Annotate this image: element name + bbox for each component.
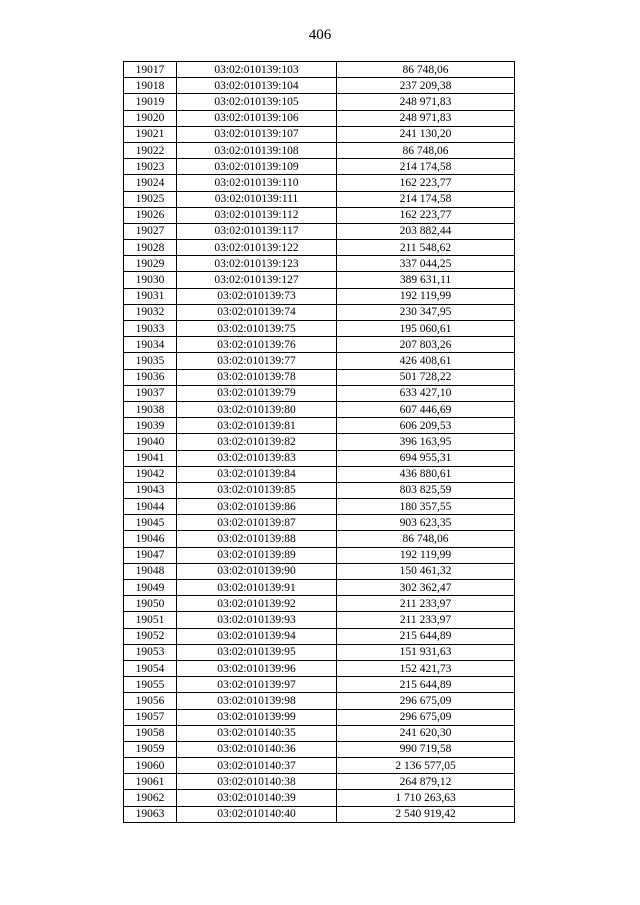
cadastral-value-cell: 389 631,11 <box>337 272 515 288</box>
table-row <box>124 126 515 142</box>
cadastral-value-cell: 296 675,09 <box>337 693 515 709</box>
table-row <box>124 321 515 337</box>
cadastral-number-cell: 03:02:010140:35 <box>177 725 337 741</box>
table-row <box>124 385 515 401</box>
table-row <box>124 466 515 482</box>
row-number-cell: 19060 <box>124 758 177 774</box>
row-number-cell: 19051 <box>124 612 177 628</box>
cadastral-value-cell: 501 728,22 <box>337 369 515 385</box>
cadastral-number-cell: 03:02:010139:86 <box>177 499 337 515</box>
cadastral-value-cell: 241 620,30 <box>337 725 515 741</box>
table-row <box>124 159 515 175</box>
row-number-cell: 19032 <box>124 304 177 320</box>
table-row <box>124 741 515 757</box>
row-number-cell: 19037 <box>124 385 177 401</box>
table-row <box>124 418 515 434</box>
cadastral-value-cell: 436 880,61 <box>337 466 515 482</box>
table-row <box>124 806 515 822</box>
cadastral-number-cell: 03:02:010139:74 <box>177 304 337 320</box>
cadastral-value-table <box>123 61 515 823</box>
cadastral-value-cell: 150 461,32 <box>337 563 515 579</box>
cadastral-value-cell: 337 044,25 <box>337 256 515 272</box>
row-number-cell: 19043 <box>124 482 177 498</box>
cadastral-number-cell: 03:02:010139:93 <box>177 612 337 628</box>
cadastral-number-cell: 03:02:010139:109 <box>177 159 337 175</box>
table-row <box>124 369 515 385</box>
cadastral-value-cell: 207 803,26 <box>337 337 515 353</box>
cadastral-number-cell: 03:02:010139:89 <box>177 547 337 563</box>
cadastral-value-cell: 607 446,69 <box>337 401 515 417</box>
cadastral-value-cell: 606 209,53 <box>337 418 515 434</box>
table-row <box>124 499 515 515</box>
cadastral-value-cell: 903 623,35 <box>337 515 515 531</box>
cadastral-number-cell: 03:02:010139:83 <box>177 450 337 466</box>
cadastral-number-cell: 03:02:010139:127 <box>177 272 337 288</box>
table-row <box>124 175 515 191</box>
cadastral-value-cell: 211 233,97 <box>337 612 515 628</box>
cadastral-value-cell: 211 233,97 <box>337 596 515 612</box>
cadastral-value-cell: 264 879,12 <box>337 774 515 790</box>
row-number-cell: 19038 <box>124 401 177 417</box>
cadastral-value-cell: 302 362,47 <box>337 580 515 596</box>
cadastral-value-cell: 86 748,06 <box>337 62 515 78</box>
row-number-cell: 19036 <box>124 369 177 385</box>
row-number-cell: 19024 <box>124 175 177 191</box>
row-number-cell: 19056 <box>124 693 177 709</box>
cadastral-value-cell: 86 748,06 <box>337 531 515 547</box>
cadastral-number-cell: 03:02:010139:111 <box>177 191 337 207</box>
row-number-cell: 19028 <box>124 240 177 256</box>
cadastral-number-cell: 03:02:010139:90 <box>177 563 337 579</box>
row-number-cell: 19031 <box>124 288 177 304</box>
table-row <box>124 709 515 725</box>
cadastral-number-cell: 03:02:010139:76 <box>177 337 337 353</box>
cadastral-value-cell: 203 882,44 <box>337 223 515 239</box>
cadastral-number-cell: 03:02:010139:73 <box>177 288 337 304</box>
cadastral-number-cell: 03:02:010140:38 <box>177 774 337 790</box>
table-row <box>124 256 515 272</box>
cadastral-number-cell: 03:02:010139:104 <box>177 78 337 94</box>
row-number-cell: 19042 <box>124 466 177 482</box>
row-number-cell: 19029 <box>124 256 177 272</box>
cadastral-value-cell: 396 163,95 <box>337 434 515 450</box>
row-number-cell: 19046 <box>124 531 177 547</box>
cadastral-number-cell: 03:02:010139:99 <box>177 709 337 725</box>
row-number-cell: 19040 <box>124 434 177 450</box>
cadastral-value-cell: 1 710 263,63 <box>337 790 515 806</box>
table-row <box>124 660 515 676</box>
row-number-cell: 19052 <box>124 628 177 644</box>
table-row <box>124 482 515 498</box>
cadastral-number-cell: 03:02:010139:98 <box>177 693 337 709</box>
cadastral-value-cell: 162 223,77 <box>337 207 515 223</box>
table-row <box>124 547 515 563</box>
table-row <box>124 758 515 774</box>
table-row <box>124 288 515 304</box>
row-number-cell: 19053 <box>124 644 177 660</box>
cadastral-value-cell: 214 174,58 <box>337 159 515 175</box>
cadastral-value-cell: 241 130,20 <box>337 126 515 142</box>
cadastral-value-cell: 192 119,99 <box>337 547 515 563</box>
cadastral-value-cell: 803 825,59 <box>337 482 515 498</box>
table-row <box>124 94 515 110</box>
row-number-cell: 19054 <box>124 660 177 676</box>
row-number-cell: 19044 <box>124 499 177 515</box>
table-row <box>124 563 515 579</box>
cadastral-value-cell: 426 408,61 <box>337 353 515 369</box>
cadastral-number-cell: 03:02:010139:110 <box>177 175 337 191</box>
table-row <box>124 450 515 466</box>
row-number-cell: 19035 <box>124 353 177 369</box>
table-row <box>124 790 515 806</box>
cadastral-number-cell: 03:02:010139:75 <box>177 321 337 337</box>
cadastral-number-cell: 03:02:010139:92 <box>177 596 337 612</box>
row-number-cell: 19039 <box>124 418 177 434</box>
cadastral-number-cell: 03:02:010139:80 <box>177 401 337 417</box>
row-number-cell: 19018 <box>124 78 177 94</box>
cadastral-number-cell: 03:02:010139:94 <box>177 628 337 644</box>
row-number-cell: 19055 <box>124 677 177 693</box>
table-row <box>124 353 515 369</box>
table-row <box>124 677 515 693</box>
cadastral-number-cell: 03:02:010140:39 <box>177 790 337 806</box>
row-number-cell: 19027 <box>124 223 177 239</box>
table-row <box>124 628 515 644</box>
cadastral-value-cell: 694 955,31 <box>337 450 515 466</box>
row-number-cell: 19061 <box>124 774 177 790</box>
table-row <box>124 434 515 450</box>
table-row <box>124 304 515 320</box>
cadastral-value-cell: 195 060,61 <box>337 321 515 337</box>
table-row <box>124 612 515 628</box>
cadastral-value-cell: 2 136 577,05 <box>337 758 515 774</box>
row-number-cell: 19019 <box>124 94 177 110</box>
row-number-cell: 19041 <box>124 450 177 466</box>
cadastral-value-cell: 2 540 919,42 <box>337 806 515 822</box>
table-row <box>124 272 515 288</box>
row-number-cell: 19022 <box>124 142 177 158</box>
cadastral-number-cell: 03:02:010139:81 <box>177 418 337 434</box>
cadastral-number-cell: 03:02:010139:77 <box>177 353 337 369</box>
cadastral-value-cell: 230 347,95 <box>337 304 515 320</box>
cadastral-number-cell: 03:02:010139:91 <box>177 580 337 596</box>
cadastral-value-cell: 211 548,62 <box>337 240 515 256</box>
cadastral-number-cell: 03:02:010139:96 <box>177 660 337 676</box>
cadastral-number-cell: 03:02:010139:105 <box>177 94 337 110</box>
cadastral-value-cell: 86 748,06 <box>337 142 515 158</box>
row-number-cell: 19047 <box>124 547 177 563</box>
row-number-cell: 19017 <box>124 62 177 78</box>
row-number-cell: 19050 <box>124 596 177 612</box>
table-row <box>124 191 515 207</box>
table-row <box>124 774 515 790</box>
cadastral-value-cell: 192 119,99 <box>337 288 515 304</box>
table-row <box>124 401 515 417</box>
cadastral-number-cell: 03:02:010139:107 <box>177 126 337 142</box>
table-row <box>124 240 515 256</box>
table-body <box>124 62 515 823</box>
table-row <box>124 580 515 596</box>
row-number-cell: 19049 <box>124 580 177 596</box>
row-number-cell: 19058 <box>124 725 177 741</box>
cadastral-value-cell: 214 174,58 <box>337 191 515 207</box>
row-number-cell: 19059 <box>124 741 177 757</box>
cadastral-number-cell: 03:02:010140:37 <box>177 758 337 774</box>
cadastral-number-cell: 03:02:010139:82 <box>177 434 337 450</box>
cadastral-number-cell: 03:02:010139:85 <box>177 482 337 498</box>
row-number-cell: 19030 <box>124 272 177 288</box>
cadastral-number-cell: 03:02:010139:88 <box>177 531 337 547</box>
table-row <box>124 142 515 158</box>
cadastral-number-cell: 03:02:010139:106 <box>177 110 337 126</box>
row-number-cell: 19062 <box>124 790 177 806</box>
cadastral-number-cell: 03:02:010139:84 <box>177 466 337 482</box>
row-number-cell: 19048 <box>124 563 177 579</box>
cadastral-value-cell: 180 357,55 <box>337 499 515 515</box>
row-number-cell: 19045 <box>124 515 177 531</box>
table-row <box>124 62 515 78</box>
cadastral-number-cell: 03:02:010139:79 <box>177 385 337 401</box>
table-row <box>124 337 515 353</box>
cadastral-value-cell: 990 719,58 <box>337 741 515 757</box>
cadastral-number-cell: 03:02:010139:103 <box>177 62 337 78</box>
cadastral-value-cell: 248 971,83 <box>337 94 515 110</box>
table-row <box>124 110 515 126</box>
cadastral-number-cell: 03:02:010139:108 <box>177 142 337 158</box>
cadastral-number-cell: 03:02:010139:112 <box>177 207 337 223</box>
cadastral-number-cell: 03:02:010139:117 <box>177 223 337 239</box>
cadastral-value-cell: 248 971,83 <box>337 110 515 126</box>
cadastral-value-cell: 633 427,10 <box>337 385 515 401</box>
table-row <box>124 78 515 94</box>
row-number-cell: 19034 <box>124 337 177 353</box>
cadastral-number-cell: 03:02:010139:78 <box>177 369 337 385</box>
cadastral-number-cell: 03:02:010139:95 <box>177 644 337 660</box>
row-number-cell: 19025 <box>124 191 177 207</box>
cadastral-number-cell: 03:02:010139:122 <box>177 240 337 256</box>
row-number-cell: 19033 <box>124 321 177 337</box>
cadastral-value-cell: 296 675,09 <box>337 709 515 725</box>
cadastral-value-cell: 215 644,89 <box>337 677 515 693</box>
cadastral-number-cell: 03:02:010139:87 <box>177 515 337 531</box>
table-row <box>124 725 515 741</box>
table-row <box>124 693 515 709</box>
cadastral-value-cell: 151 931,63 <box>337 644 515 660</box>
cadastral-value-cell: 152 421,73 <box>337 660 515 676</box>
table-row <box>124 223 515 239</box>
cadastral-number-cell: 03:02:010140:36 <box>177 741 337 757</box>
row-number-cell: 19023 <box>124 159 177 175</box>
cadastral-number-cell: 03:02:010139:97 <box>177 677 337 693</box>
cadastral-number-cell: 03:02:010139:123 <box>177 256 337 272</box>
row-number-cell: 19063 <box>124 806 177 822</box>
cadastral-value-cell: 237 209,38 <box>337 78 515 94</box>
row-number-cell: 19021 <box>124 126 177 142</box>
table-row <box>124 531 515 547</box>
cadastral-value-cell: 215 644,89 <box>337 628 515 644</box>
table-row <box>124 596 515 612</box>
row-number-cell: 19057 <box>124 709 177 725</box>
row-number-cell: 19026 <box>124 207 177 223</box>
cadastral-value-cell: 162 223,77 <box>337 175 515 191</box>
table-row <box>124 644 515 660</box>
table-row <box>124 515 515 531</box>
page-number: 406 <box>308 27 332 43</box>
table-row <box>124 207 515 223</box>
row-number-cell: 19020 <box>124 110 177 126</box>
cadastral-number-cell: 03:02:010140:40 <box>177 806 337 822</box>
